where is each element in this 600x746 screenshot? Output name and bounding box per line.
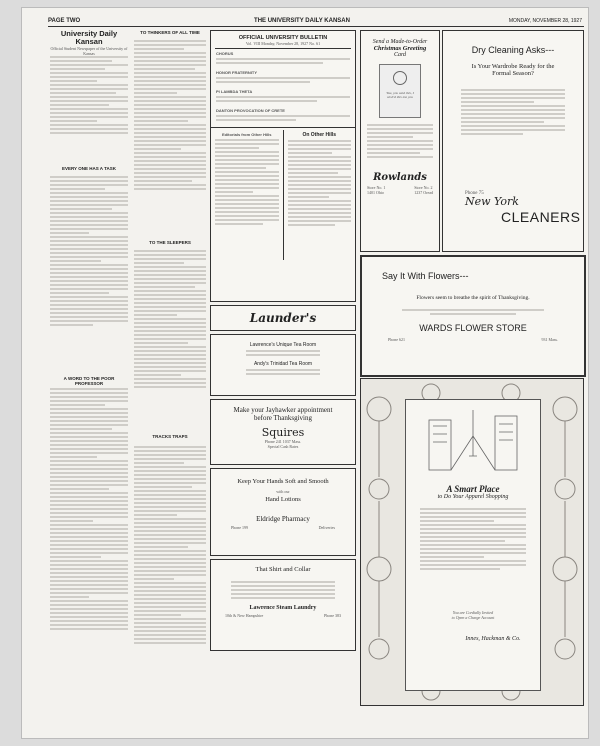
- innes-title: A Smart Place: [446, 484, 500, 494]
- addr2: 1237 Oread: [414, 190, 433, 195]
- cleaning-brand1: New York: [465, 195, 519, 208]
- pharmacy-line1: Keep Your Hands Soft and Smooth: [237, 478, 329, 485]
- cleaning-brand: [465, 191, 581, 225]
- rowlands-ad: [360, 30, 440, 252]
- staff-box: [50, 54, 128, 154]
- pharmacy-footer: [211, 523, 355, 532]
- cleaning-phone: Phone 75: [465, 191, 484, 196]
- xmas-text: [361, 118, 439, 172]
- laundry-phone: Phone 383: [324, 613, 341, 618]
- col2-text-3: [134, 444, 206, 699]
- rowlands-brand: Rowlands: [373, 172, 427, 183]
- paper-name: THE UNIVERSITY DAILY KANSAN: [254, 18, 350, 24]
- cleaning-brand2: CLEANERS: [501, 209, 581, 225]
- editorial-text-1: [50, 174, 128, 374]
- xmas-line3: Card: [393, 52, 407, 58]
- card-ornament-icon: [393, 71, 407, 85]
- tearoom-fill-1: [211, 350, 355, 356]
- bulletin-item-1-text: [216, 56, 350, 70]
- cleaning-q2: Formal Season?: [492, 70, 534, 77]
- laundry-ad: [210, 559, 356, 651]
- flowers-footer: [362, 333, 584, 346]
- innes-brand: Innes, Hackman & Co.: [465, 636, 521, 642]
- bulletin-rule-2: [211, 127, 355, 128]
- laundry-fill: [211, 573, 355, 599]
- cleaning-title: Dry Cleaning Asks---: [471, 45, 555, 55]
- laundry-footer: [211, 611, 355, 620]
- squires-sub2: Special Cash Rates: [267, 444, 299, 449]
- col2-heading-1: TO THINKERS OF ALL TIME: [140, 30, 200, 35]
- cleaning-q1: Is Your Wardrobe Ready for the: [471, 63, 555, 70]
- pharmacy-name: Eldridge Pharmacy: [256, 515, 310, 523]
- innes-ad: [360, 378, 584, 706]
- col2-heading-3: TRACKS TRAPS: [152, 434, 188, 439]
- editorial-text-2: [50, 386, 128, 706]
- store2: Store No. 2: [414, 185, 433, 190]
- bulletin-item-2: HONOR FRATERNITY: [216, 70, 258, 75]
- card-script: You, you said this, I wish'd this too you: [386, 91, 414, 99]
- cleaning-text: [443, 77, 583, 167]
- tearoom-fill-2: [211, 369, 355, 375]
- bulletin-box: [210, 30, 356, 302]
- flowers-line: Flowers seem to breathe the spirit of Thanksgiving.: [416, 295, 530, 301]
- bulletin-item-2-text: [216, 75, 350, 89]
- pharmacy-line2: Hand Lotions: [265, 496, 301, 503]
- issue-date: MONDAY, NOVEMBER 28, 1927: [508, 18, 582, 24]
- tearoom-line1: Lawrence's Unique Tea Room: [249, 342, 317, 348]
- flowers-address: 931 Mass.: [541, 337, 558, 342]
- editorial-heading-1: EVERY ONE HAS A TASK: [61, 166, 117, 171]
- laundry-title: That Shirt and Collar: [255, 566, 311, 573]
- other-hills-right-title: On Other Hills: [302, 132, 337, 138]
- squires-name: Squires: [261, 426, 305, 439]
- innes-sub: to Do Your Apparel Shopping: [437, 494, 509, 500]
- bulletin-title: OFFICIAL UNIVERSITY BULLETIN: [238, 35, 328, 41]
- masthead-sub: Official Student Newspaper of the University of Kansas: [50, 46, 128, 56]
- bulletin-meta: Vol. VIII Monday, November 28, 1927 No. 61: [245, 41, 321, 46]
- editorial-heading-2: A WORD TO THE POOR PROFESSOR: [63, 376, 115, 386]
- col2-text-2: [134, 248, 206, 428]
- street-scene-icon: [425, 406, 521, 476]
- bulletin-rule: [215, 48, 351, 49]
- innes-invite1: You are Cordially Invited: [452, 610, 494, 615]
- bulletin-item-3: PI LAMBDA THETA: [216, 89, 253, 94]
- flowers-store: WARDS FLOWER STORE: [419, 323, 527, 333]
- tearoom-ad: [210, 334, 356, 396]
- other-hills-left-text: [215, 137, 279, 257]
- newspaper-page: [22, 8, 588, 738]
- squires-ad: [210, 399, 356, 465]
- flowers-ad: [360, 255, 586, 377]
- squires-sub: Phone 241 1037 Mass.: [264, 439, 302, 444]
- col2-text-1: [134, 38, 206, 233]
- pharmacy-ad: [210, 468, 356, 556]
- flowers-title: Say It With Flowers---: [382, 271, 469, 281]
- bulletin-item-4: DANTON PROVOCATION OF CRETE: [216, 108, 285, 113]
- innes-text: [406, 500, 540, 596]
- masthead: [50, 30, 128, 56]
- innes-panel: [405, 399, 541, 691]
- xmas-line1: Send a Made-to-Order: [372, 39, 428, 45]
- pharmacy-deliveries: Deliveries: [318, 525, 335, 530]
- bulletin-item-1: CHORUS: [216, 51, 234, 56]
- other-hills-right-text: [288, 138, 352, 258]
- xmas-line2: Christmas Greeting: [373, 45, 427, 52]
- launders-ad: [210, 305, 356, 331]
- cleaning-ad: [442, 30, 584, 252]
- col2-heading-2: TO THE SLEEPERS: [149, 240, 191, 245]
- launders-name: Launder's: [249, 311, 317, 325]
- squires-line1: Make your Jayhawker appointment: [233, 406, 333, 414]
- innes-invite2: to Open a Charge Account: [451, 615, 495, 620]
- laundry-addr: 10th & New Hampshire: [225, 613, 264, 618]
- squires-line2: before Thanksgiving: [254, 414, 312, 422]
- pharmacy-phone: Phone 199: [231, 525, 248, 530]
- card-illustration: [379, 64, 421, 118]
- rowlands-stores: [361, 183, 439, 195]
- other-hills-left-title: Editorials from Other Hills: [221, 132, 272, 137]
- store1: Store No. 1: [367, 185, 386, 190]
- pharmacy-with: with our: [276, 489, 290, 494]
- bulletin-item-4-text: [216, 113, 350, 125]
- flowers-fill: [362, 301, 584, 315]
- flowers-phone: Phone 621: [388, 337, 405, 342]
- laundry-name: Lawrence Steam Laundry: [249, 605, 317, 611]
- masthead-title: University Daily Kansan: [60, 29, 118, 46]
- tearoom-line2: Andy's Trinidad Tea Room: [253, 361, 313, 367]
- page-number: PAGE TWO: [48, 18, 81, 24]
- header-rule: [48, 26, 584, 27]
- addr1: 1401 Ohio: [367, 190, 384, 195]
- bulletin-item-3-text: [216, 94, 350, 108]
